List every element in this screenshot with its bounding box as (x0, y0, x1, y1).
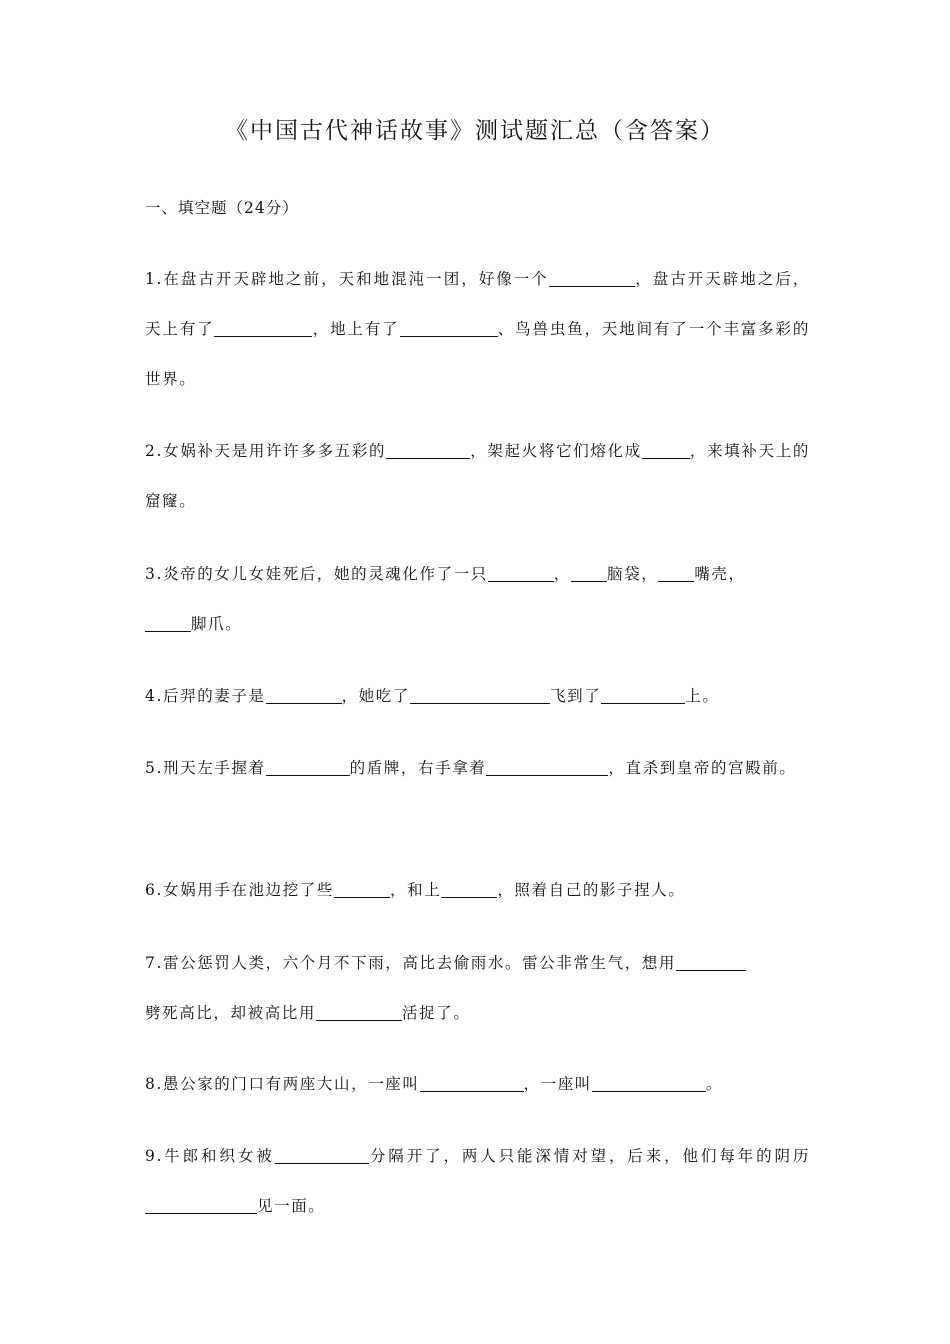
question-4 (145, 671, 810, 721)
question-6 (145, 865, 810, 915)
answer-blank[interactable] (658, 566, 694, 583)
question-text: ，来填补天上的窟窿。 (145, 442, 810, 510)
question-5 (145, 743, 810, 793)
question-text: ，和上 (390, 881, 442, 899)
question-text: 分隔开了，两人只能深情对望，后来，他们每年的阴历 (368, 1147, 810, 1165)
question-8 (145, 1059, 810, 1109)
question-text: 7.雷公惩罚人类，六个月不下雨，高比去偷雨水。雷公非常生气，想用 (145, 954, 676, 972)
question-text: ，照着自己的影子捏人。 (497, 881, 686, 899)
question-text: 2.女娲补天是用许许多多五彩的 (145, 442, 387, 460)
section-heading: 一、填空题（24分） (145, 199, 299, 217)
question-text: 活捉了。 (402, 1004, 471, 1022)
question-text: 脚爪。 (191, 615, 243, 633)
question-text: 。 (705, 1075, 724, 1093)
question-text: 的盾牌，右手拿着 (349, 759, 487, 777)
question-text: ， (553, 565, 571, 583)
question-7 (145, 938, 810, 1038)
question-1 (145, 254, 810, 404)
answer-blank[interactable] (488, 566, 554, 583)
answer-blank[interactable] (420, 1076, 524, 1093)
question-text: ，盘古开天辟地之后，天上有了 (145, 270, 810, 338)
question-text: 、鸟兽虫鱼，天地间有了一个丰富多彩的世界。 (145, 320, 810, 388)
question-text: 见一面。 (257, 1197, 326, 1215)
question-text: 劈死高比，却被高比用 (145, 1004, 317, 1022)
question-text: 3.炎帝的女儿女娃死后，她的灵魂化作了一只 (145, 565, 488, 583)
answer-blank[interactable] (676, 955, 746, 972)
question-text: 8.愚公家的门口有两座大山，一座叫 (145, 1075, 420, 1093)
answer-blank[interactable] (549, 271, 635, 288)
answer-blank[interactable] (571, 566, 607, 583)
answer-blank[interactable] (642, 443, 690, 460)
question-2 (145, 426, 810, 526)
question-text: ，架起火将它们熔化成 (470, 442, 642, 460)
question-text: ，一座叫 (523, 1075, 592, 1093)
question-3 (145, 549, 810, 649)
answer-blank[interactable] (145, 616, 191, 633)
answer-blank[interactable] (275, 1148, 369, 1165)
answer-blank[interactable] (334, 882, 390, 899)
question-text: 飞到了 (550, 687, 602, 705)
answer-blank[interactable] (486, 760, 608, 777)
question-text: ，直杀到皇帝的宫殿前。 (608, 759, 797, 777)
answer-blank[interactable] (316, 1005, 402, 1022)
answer-blank[interactable] (410, 688, 550, 705)
question-text: 6.女娲用手在池边挖了些 (145, 881, 334, 899)
answer-blank[interactable] (400, 321, 498, 338)
document-title: 《中国古代神话故事》测试题汇总（含答案） (225, 118, 725, 144)
question-text: 上。 (685, 687, 720, 705)
question-text: ，地上有了 (312, 320, 400, 338)
question-text: ，她吃了 (341, 687, 410, 705)
answer-blank[interactable] (145, 1198, 257, 1215)
answer-blank[interactable] (441, 882, 497, 899)
answer-blank[interactable] (601, 688, 685, 705)
answer-blank[interactable] (214, 321, 312, 338)
question-text: 5.刑天左手握着 (145, 759, 266, 777)
question-text: 嘴壳， (694, 565, 746, 583)
answer-blank[interactable] (386, 443, 470, 460)
question-text: 4.后羿的妻子是 (145, 687, 266, 705)
answer-blank[interactable] (266, 688, 342, 705)
question-text: 脑袋， (607, 565, 659, 583)
question-9 (145, 1131, 810, 1231)
question-text: 9.牛郎和织女被 (145, 1147, 275, 1165)
answer-blank[interactable] (266, 760, 350, 777)
answer-blank[interactable] (592, 1076, 706, 1093)
question-text: 1.在盘古开天辟地之前，天和地混沌一团，好像一个 (145, 270, 549, 288)
